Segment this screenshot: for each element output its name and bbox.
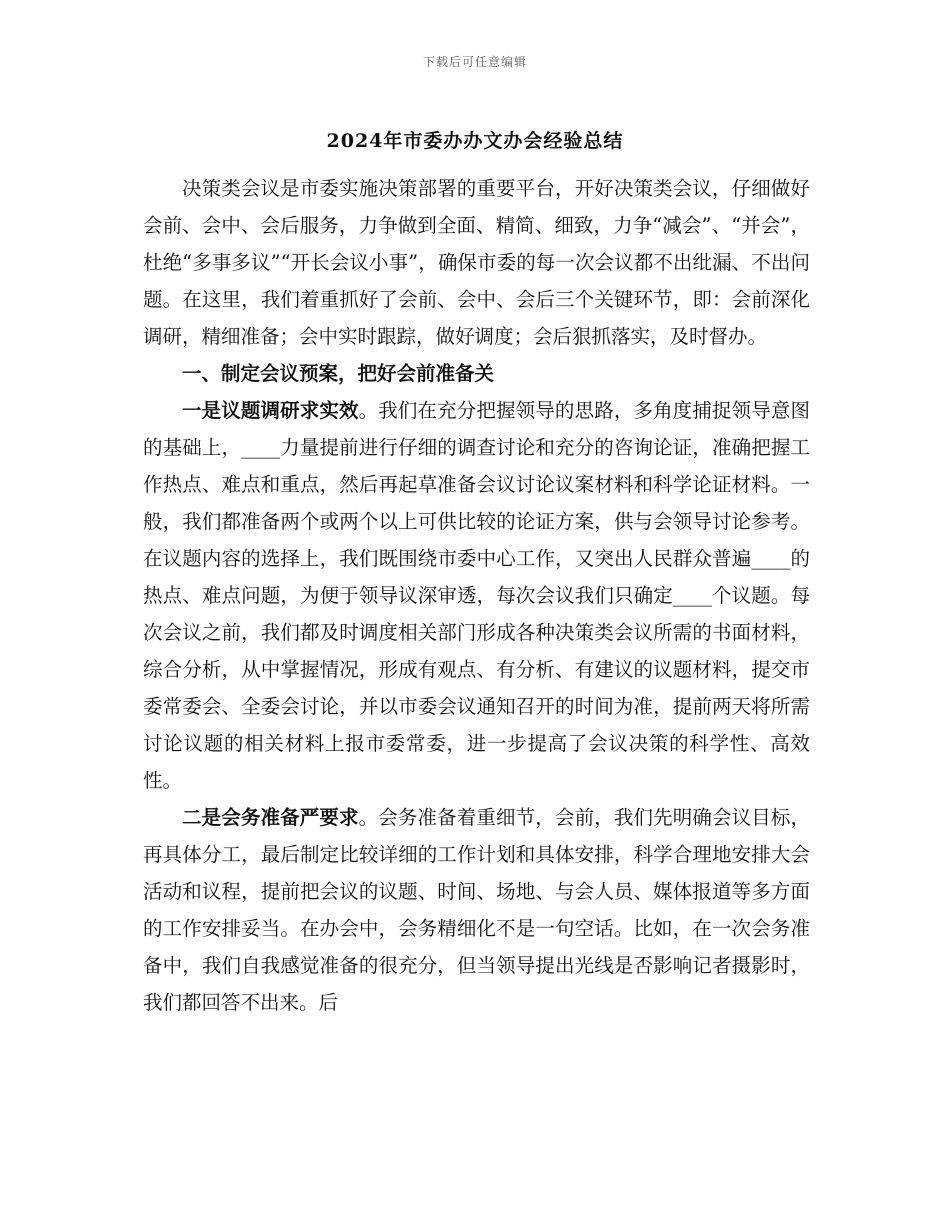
intro-paragraph: 决策类会议是市委实施决策部署的重要平台，开好决策类会议，仔细做好会前、会中、会后服务，力争做到全面、精简、细致，力争“减会”、“并会”，杜绝“多事多议”“开长会议小事”，确保市委的每一次会议都不出纰漏、不出问题。在这里，我们着重抓好了会前、会中、会后三个关键环节，即：会前深化调研，精细准备；会中实时跟踪，做好调度；会后狠抓落实，及时督办。 — [143, 177, 810, 348]
paragraph-text: 。我们在充分把握领导的思路，多角度捕捉领导意图的基础上，____力量提前进行仔细的调查讨论和充分的咨询论证，准确把握工作热点、难点和重点，然后再起草准备会议讨论议案材料和科学论证材料。一般，我们都准备两个或两个以上可供比较的论证方案，供与会领导讨论参考。在议题内容的选择上，我们既围绕市委中心工作，又突出人民群众普遍____的热点、难点问题，为便于领导议深审透，每次会议我们只确定____个议题。每次会议之前，我们都及时调度相关部门形成各种决策类会议所需的书面材料，综合分析，从中掌握情况，形成有观点、有分析、有建议的议题材料，提交市委常委会、全委会讨论，并以市委会议通知召开的时间为准，提前两天将所需讨论议题的相关材料上报市委常委，进一步提高了会议决策的科学性、高效性。 — [143, 399, 810, 792]
document-body — [143, 170, 810, 1021]
section-paragraph-2 — [143, 799, 810, 1021]
section-paragraph-1 — [143, 392, 810, 799]
paragraph-lead: 二是会务准备严要求 — [182, 806, 359, 829]
paragraph-lead: 一是议题调研求实效 — [182, 399, 359, 422]
header-note: 下载后可任意编辑 — [422, 55, 527, 69]
document-title: 2024年市委办办文办会经验总结 — [326, 130, 624, 152]
paragraph-text: 。会务准备着重细节，会前，我们先明确会议目标，再具体分工，最后制定比较详细的工作计划和具体安排，科学合理地安排大会活动和议程，提前把会议的议题、时间、场地、与会人员、媒体报道等多方面的工作安排妥当。在办会中，会务精细化不是一句空话。比如，在一次会务准备中，我们自我感觉准备的很充分，但当领导提出光线是否影响记者摄影时，我们都回答不出来。后 — [143, 806, 810, 1014]
section-heading: 一、制定会议预案，把好会前准备关 — [182, 362, 495, 385]
